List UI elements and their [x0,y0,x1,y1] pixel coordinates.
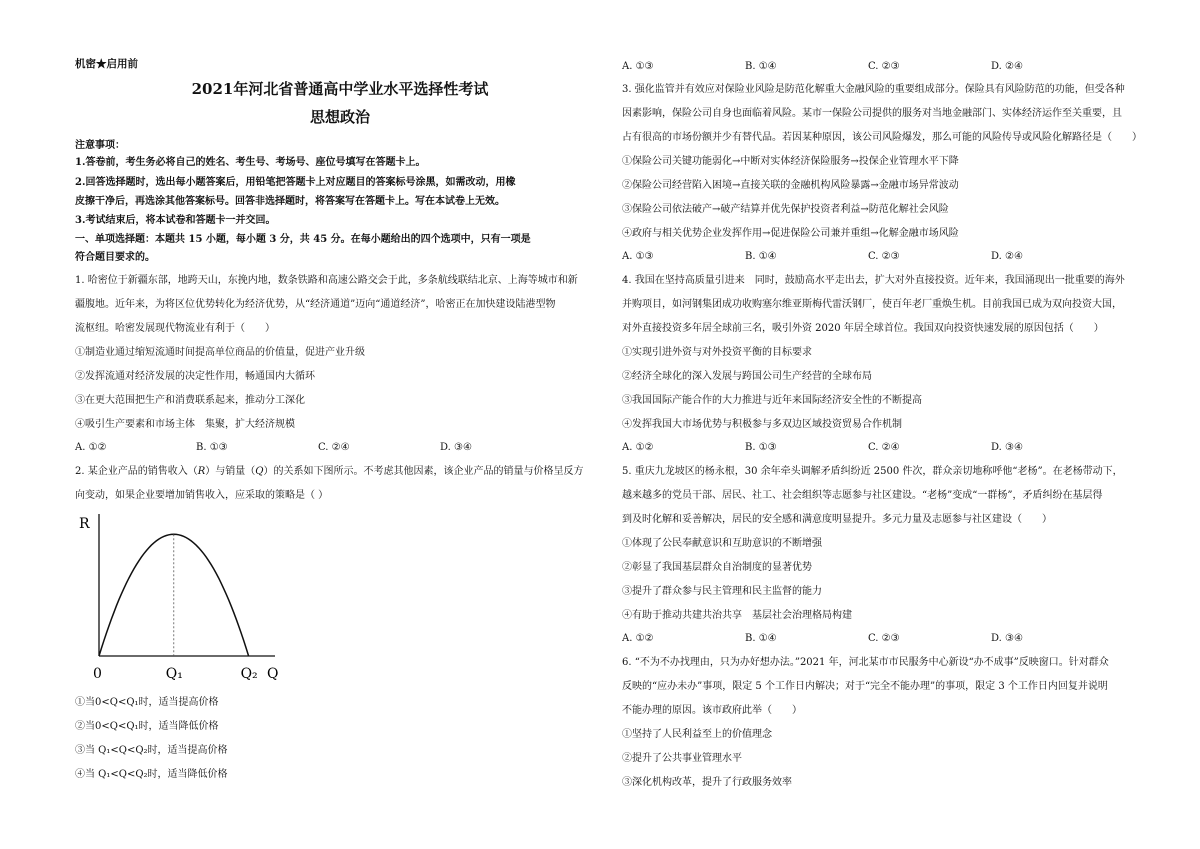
exam-title: 2021年河北省普通高中学业水平选择性考试 [191,80,489,98]
notice-heading: 注意事项： [75,140,125,151]
question-2-statement: ④当 Q₁<Q<Q₂时，适当降低价格 [75,769,228,780]
question-3-text: 占有很高的市场份额并少有替代品。若因某种原因，该公司风险爆发，那么可能的风险传导或风险化解路径是（ ） [622,132,1142,143]
question-5-statement: ④有助于推动共建共治共享 基层社会治理格局构建 [622,610,852,621]
q2-part: 2. 某企业产品的销售收入（ [75,466,198,477]
question-4-statement: ④发挥我国大市场优势与积极参与多双边区域投资贸易合作机制 [622,419,902,430]
question-3-statement: ①保险公司关键功能弱化→中断对实体经济保险服务→投保企业管理水平下降 [622,156,959,167]
option-b[interactable]: B. ①④ [745,61,777,72]
origin-label: 0 [93,666,102,682]
question-3-statement: ③保险公司依法破产→破产结算并优先保护投资者利益→防范化解社会风险 [622,204,949,215]
option-c[interactable]: C. ②③ [868,633,900,644]
question-4-statement: ①实现引进外资与对外投资平衡的目标要求 [622,347,812,358]
notice-item: 3.考试结束后，将本试卷和答题卡一并交回。 [75,215,276,226]
question-5-text: 越来越多的党员干部、居民、社工、社会组织等志愿参与社区建设。“老杨”变成“一群杨”，矛盾纠纷在基层得 [622,490,1103,501]
question-6-text: 反映的“应办未办”事项，限定 5 个工作日内解决；对于“完全不能办理”的事项，限定 3 个工作日内回复并说明 [622,681,1108,692]
revenue-quantity-chart [75,508,295,688]
exam-subject: 思想政治 [309,108,370,126]
question-1-text: 疆腹地。近年来，为将区位优势转化为经济优势，从“经济通道”迈向“通道经济”，哈密正在加快建设陆港型物 [75,299,556,310]
question-2-text: 向变动，如果企业要增加销售收入，应采取的策略是（ ） [75,490,329,501]
q2-part: ）与销量（ [205,466,256,477]
option-b[interactable]: B. ①③ [745,442,777,453]
q2-var-r: R [197,466,206,477]
option-d[interactable]: D. ②④ [991,251,1023,262]
question-3-text: 3. 强化监管并有效应对保险业风险是防范化解重大金融风险的重要组成部分。保险具有风险防范的功能，但受各种 [622,84,1125,95]
q2-part: ）的关系如下图所示。不考虑其他因素，该企业产品的销量与价格呈反方 [263,466,584,477]
notice-item: 1.答卷前，考生务必将自己的姓名、考生号、考场号、座位号填写在答题卡上。 [75,157,426,168]
question-5-statement: ②彰显了我国基层群众自治制度的显著优势 [622,562,812,573]
question-4-statement: ③我国国际产能合作的大力推进与近年来国际经济安全性的不断提高 [622,395,922,406]
question-6-text: 6. “不为不办找理由，只为办好想办法。”2021 年，河北某市市民服务中心新设“办不成事”反映窗口。针对群众 [622,657,1109,668]
question-1-text: 1. 哈密位于新疆东部，地跨天山，东挽内地，数条铁路和高速公路交会于此，多条航线联结北京、上海等城市和新 [75,275,578,286]
question-1-statement: ①制造业通过缩短流通时间提高单位商品的价值量，促进产业升级 [75,347,365,358]
question-4-statement: ②经济全球化的深入发展与跨国公司生产经营的全球布局 [622,371,872,382]
option-a[interactable]: A. ①③ [622,61,654,72]
notice-item: 2.回答选择题时，选出每小题答案后，用铅笔把答题卡上对应题目的答案标号涂黑，如需改动，用橡 [75,177,516,188]
option-a[interactable]: A. ①② [622,633,654,644]
y-axis-label: R [79,516,90,532]
question-2-statement: ②当0<Q<Q₁时，适当降低价格 [75,721,219,732]
option-a[interactable]: A. ①③ [622,251,654,262]
question-1-statement: ④吸引生产要素和市场主体 集聚，扩大经济规模 [75,419,295,430]
x-tick-q2: Q₂ [240,666,258,682]
question-1-text: 流枢纽。哈密发展现代物流业有利于（ ） [75,323,275,334]
option-d[interactable]: D. ③④ [991,442,1023,453]
question-6-statement: ③深化机构改革，提升了行政服务效率 [622,777,792,788]
question-5-text: 5. 重庆九龙坡区的杨永根，30 余年牵头调解矛盾纠纷近 2500 件次，群众亲切地称呼他“老杨”。在老杨带动下， [622,466,1123,477]
option-b[interactable]: B. ①④ [745,633,777,644]
option-c[interactable]: C. ②④ [868,442,900,453]
x-tick-q1: Q₁ [165,666,183,682]
option-c[interactable]: C. ②③ [868,61,900,72]
question-3-statement: ②保险公司经营陷入困境→直接关联的金融机构风险暴露→金融市场异常波动 [622,180,959,191]
question-5-text: 到及时化解和妥善解决，居民的安全感和满意度明显提升。多元力量及志愿参与社区建设（ ） [622,514,1052,525]
question-6-statement: ①坚持了人民利益至上的价值理念 [622,729,772,740]
option-d[interactable]: D. ②④ [991,61,1023,72]
notice-item: 皮擦干净后，再选涂其他答案标号。回答非选择题时，将答案写在答题卡上。写在本试卷上无效。 [75,196,505,207]
question-2-statement: ③当 Q₁<Q<Q₂时，适当提高价格 [75,745,228,756]
option-b[interactable]: B. ①④ [745,251,777,262]
option-b[interactable]: B. ①③ [196,442,228,453]
option-d[interactable]: D. ③④ [440,442,472,453]
question-3-statement: ④政府与相关优势企业发挥作用→促进保险公司兼并重组→化解金融市场风险 [622,228,959,239]
question-5-statement: ③提升了群众参与民主管理和民主监督的能力 [622,586,822,597]
option-c[interactable]: C. ②④ [318,442,350,453]
question-4-text: 4. 我国在坚持高质量引进来 同时，鼓励高水平走出去，扩大对外直接投资。近年来，我国涌现出一批重要的海外 [622,275,1125,286]
option-c[interactable]: C. ②③ [868,251,900,262]
q2-var-q: Q [255,466,264,477]
question-3-text: 因素影响，保险公司自身也面临着风险。某市一保险公司提供的服务对当地金融部门、实体经济运作至关重要，且 [622,108,1122,119]
option-a[interactable]: A. ①② [622,442,654,453]
question-1-statement: ③在更大范围把生产和消费联系起来，推动分工深化 [75,395,305,406]
question-1-statement: ②发挥流通对经济发展的决定性作用，畅通国内大循环 [75,371,315,382]
question-5-statement: ①体现了公民奉献意识和互助意识的不断增强 [622,538,822,549]
question-2-statement: ①当0<Q<Q₁时，适当提高价格 [75,697,219,708]
section-heading-cont: 符合题目要求的。 [75,252,155,263]
question-4-text: 对外直接投资多年居全球前三名，吸引外资 2020 年居全球首位。我国双向投资快速发展的原因包括（ ） [622,323,1104,334]
x-axis-label: Q [267,666,279,682]
question-2-text [75,465,583,479]
section-heading: 一、单项选择题：本题共 15 小题，每小题 3 分，共 45 分。在每小题给出的四个选项中，只有一项是 [75,234,531,245]
option-d[interactable]: D. ③④ [991,633,1023,644]
secret-mark: 机密★启用前 [75,58,138,70]
question-6-text: 不能办理的原因。该市政府此举（ ） [622,705,802,716]
question-6-statement: ②提升了公共事业管理水平 [622,753,742,764]
question-4-text: 并购项目，如河钢集团成功收购塞尔维亚斯梅代雷沃钢厂，使百年老厂重焕生机。目前我国已成为双向投资大国， [622,299,1122,310]
option-a[interactable]: A. ①② [75,442,107,453]
